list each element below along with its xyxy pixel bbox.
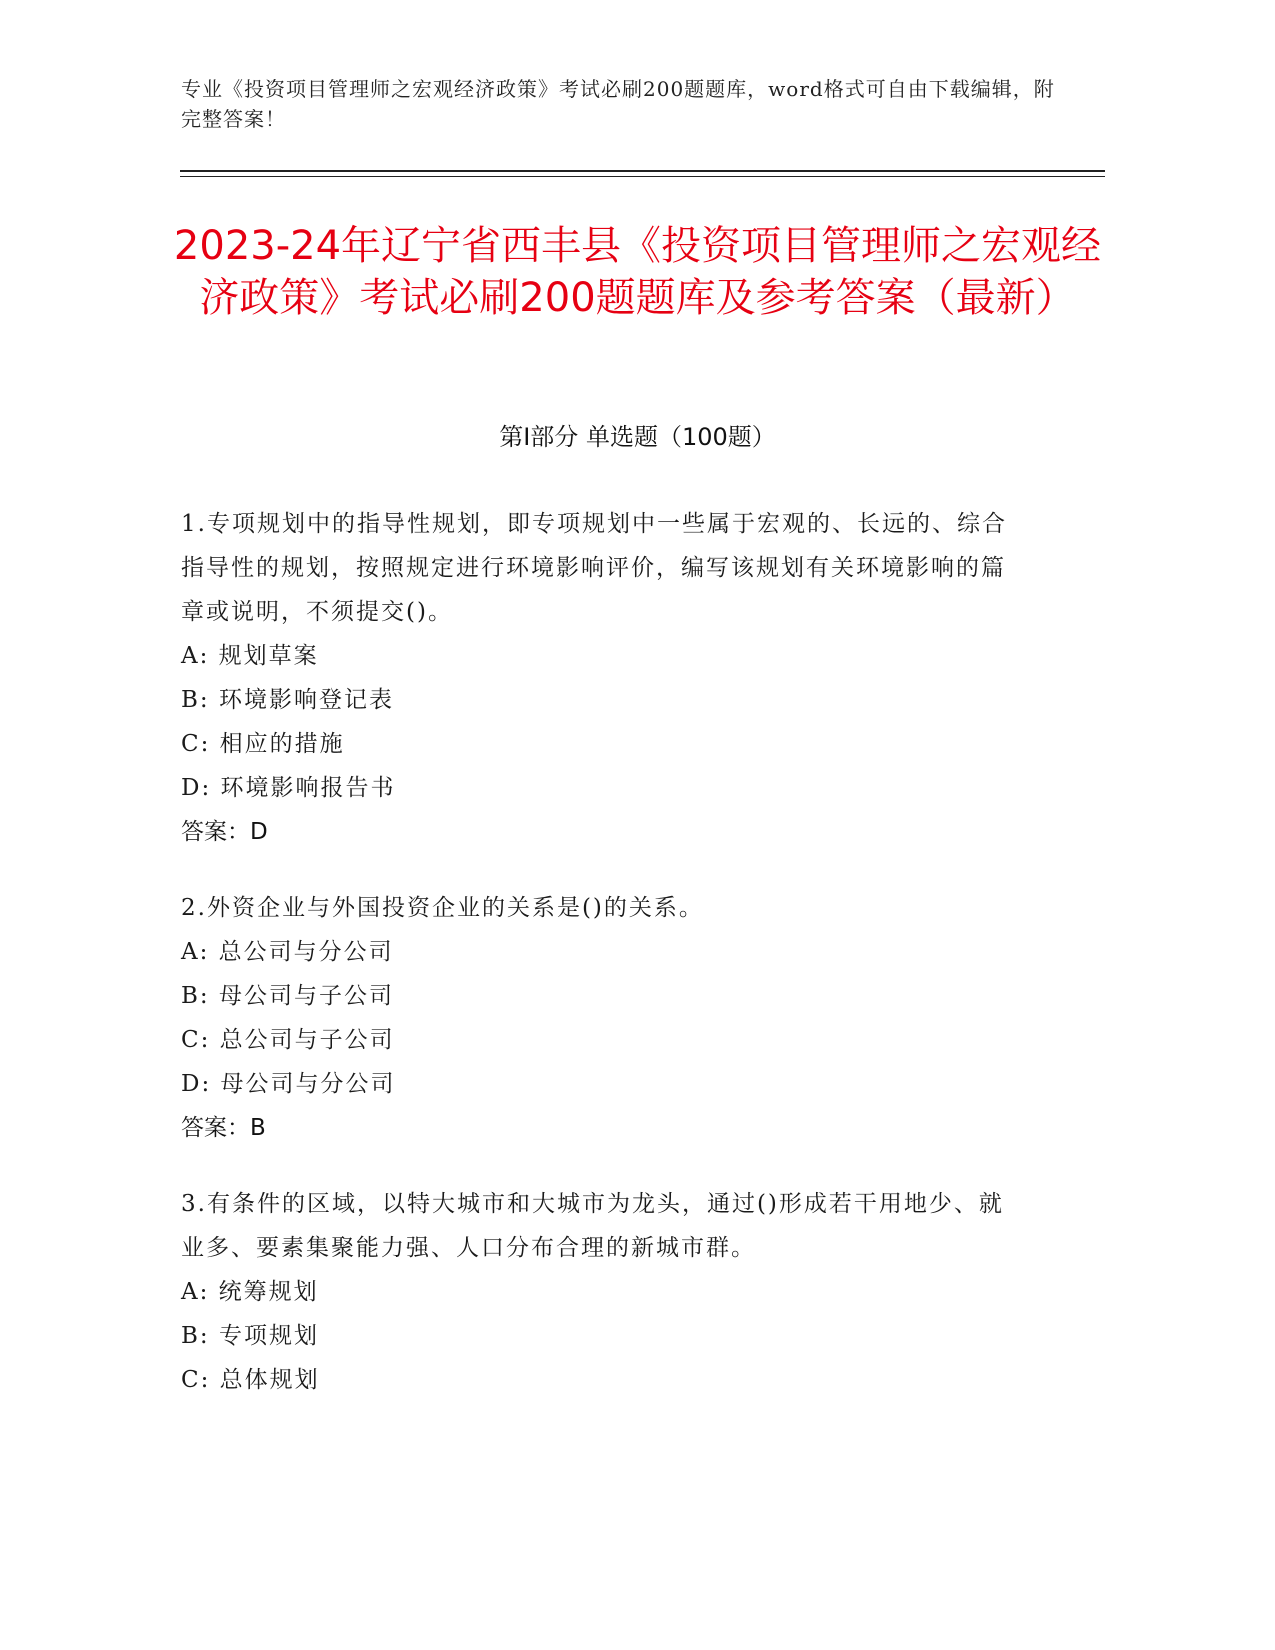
question-2 [181,886,1021,1150]
section-title: 第I部分 单选题（100题） [499,423,776,451]
header-divider-thick [180,170,1105,172]
question-stem: 1.专项规划中的指导性规划，即专项规划中一些属于宏观的、长远的、综合指导性的规划，按照规定进行环境影响评价，编写该规划有关环境影响的篇章或说明，不须提交()。 [181,511,1007,625]
question-1 [181,502,1021,854]
answer: 答案：B [181,1115,266,1141]
question-list [181,502,1021,1434]
option-d: D: 环境影响报告书 [181,775,396,801]
option-c: C: 总体规划 [181,1367,320,1393]
option-b: B: 专项规划 [181,1323,319,1349]
question-3 [181,1182,1021,1402]
option-b: B: 母公司与子公司 [181,983,394,1009]
option-c: C: 相应的措施 [181,731,345,757]
option-d: D: 母公司与分公司 [181,1071,396,1097]
header-divider-thin [180,176,1105,177]
question-stem: 3.有条件的区域，以特大城市和大城市为龙头，通过()形成若干用地少、就业多、要素集聚能力强、人口分布合理的新城市群。 [181,1191,1004,1261]
option-a: A: 总公司与分公司 [181,939,394,965]
answer: 答案：D [181,819,268,845]
header-note: 专业《投资项目管理师之宏观经济政策》考试必刷200题题库，word格式可自由下载编辑，附完整答案！ [181,77,1055,131]
option-a: A: 规划草案 [181,643,319,669]
question-stem: 2.外资企业与外国投资企业的关系是()的关系。 [181,895,704,921]
document-title: 2023-24年辽宁省西丰县《投资项目管理师之宏观经济政策》考试必刷200题题库及参考答案（最新） [173,223,1102,321]
option-b: B: 环境影响登记表 [181,687,394,713]
option-c: C: 总公司与子公司 [181,1027,395,1053]
option-a: A: 统筹规划 [181,1279,319,1305]
